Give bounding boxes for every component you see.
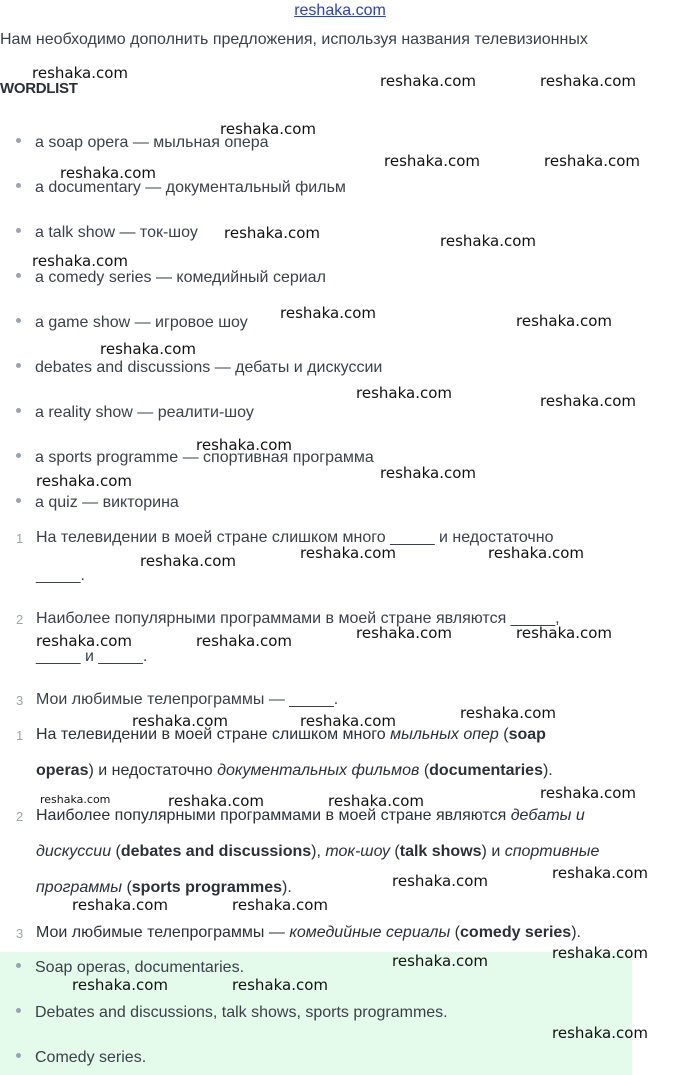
watermark: reshaka.com: [328, 792, 424, 810]
watermark: reshaka.com: [392, 952, 488, 970]
watermark: reshaka.com: [516, 624, 612, 642]
bullet-icon: [16, 1008, 21, 1013]
task-line: _____.: [36, 567, 85, 584]
answer-line: На телевидении в моей стране слишком много мыльных опер (soap: [36, 726, 546, 743]
wordlist-heading: WORDLIST: [0, 80, 78, 97]
watermark: reshaka.com: [32, 252, 128, 270]
task-line: Наиболее популярными программами в моей стране являются _____,: [36, 610, 560, 627]
wordlist-item: a talk show — ток-шоу: [16, 224, 198, 242]
watermark: reshaka.com: [32, 64, 128, 82]
watermark: reshaka.com: [40, 793, 111, 806]
watermark: reshaka.com: [300, 544, 396, 562]
watermark: reshaka.com: [36, 472, 132, 490]
wordlist-item: a game show — игровое шоу: [16, 314, 248, 332]
wordlist-item: a quiz — викторина: [16, 494, 179, 512]
bullet-icon: [16, 318, 21, 323]
bullet-icon: [16, 273, 21, 278]
watermark: reshaka.com: [488, 544, 584, 562]
bullet-icon: [16, 408, 21, 413]
watermark: reshaka.com: [60, 164, 156, 182]
answer-line: Мои любимые телепрограммы — комедийные сериалы (comedy series).: [36, 924, 581, 941]
wordlist-item: a comedy series — комедийный сериал: [16, 269, 326, 287]
answer-line: operas) и недостаточно документальных фильмов (documentaries).: [36, 762, 553, 779]
watermark: reshaka.com: [100, 340, 196, 358]
watermark: reshaka.com: [280, 304, 376, 322]
answer-number: 3: [16, 926, 24, 941]
bullet-icon: [16, 363, 21, 368]
watermark: reshaka.com: [224, 224, 320, 242]
watermark: reshaka.com: [380, 72, 476, 90]
watermark: reshaka.com: [356, 384, 452, 402]
answer-line: Наиболее популярными программами в моей стране являются дебаты и: [36, 807, 585, 824]
bullet-icon: [16, 963, 21, 968]
answer-number: 1: [16, 728, 24, 743]
answer-line: дискуссии (debates and discussions), ток-шоу (talk shows) и спортивные: [36, 843, 600, 860]
wordlist-item: a documentary — документальный фильм: [16, 179, 346, 197]
watermark: reshaka.com: [232, 976, 328, 994]
bullet-icon: [16, 498, 21, 503]
watermark: reshaka.com: [540, 392, 636, 410]
watermark: reshaka.com: [356, 624, 452, 642]
answer-line: программы (sports programmes).: [36, 879, 292, 896]
watermark: reshaka.com: [552, 864, 648, 882]
wordlist-item: a soap opera — мыльная опера: [16, 134, 269, 152]
intro-text: Нам необходимо дополнить предложения, используя названия телевизионных: [0, 31, 588, 48]
watermark: reshaka.com: [196, 632, 292, 650]
task-line: На телевидении в моей стране слишком много _____ и недостаточно: [36, 529, 554, 546]
watermark: reshaka.com: [540, 72, 636, 90]
watermark: reshaka.com: [168, 792, 264, 810]
bullet-icon: [16, 228, 21, 233]
watermark: reshaka.com: [140, 552, 236, 570]
summary-item: Soap operas, documentaries.: [16, 959, 244, 977]
bullet-icon: [16, 453, 21, 458]
watermark: reshaka.com: [460, 704, 556, 722]
wordlist-item: a reality show — реалити-шоу: [16, 404, 254, 422]
watermark: reshaka.com: [552, 1024, 648, 1042]
watermark: reshaka.com: [232, 896, 328, 914]
wordlist-item: debates and discussions — дебаты и дискуссии: [16, 359, 382, 377]
task-line: Мои любимые телепрограммы — _____.: [36, 691, 339, 708]
bullet-icon: [16, 183, 21, 188]
watermark: reshaka.com: [544, 152, 640, 170]
bullet-icon: [16, 1053, 21, 1058]
watermark: reshaka.com: [540, 784, 636, 802]
watermark: reshaka.com: [72, 976, 168, 994]
watermark: reshaka.com: [196, 436, 292, 454]
watermark: reshaka.com: [392, 872, 488, 890]
task-number: 2: [16, 612, 24, 627]
bullet-icon: [16, 138, 21, 143]
watermark: reshaka.com: [384, 152, 480, 170]
watermark: reshaka.com: [132, 712, 228, 730]
watermark: reshaka.com: [36, 632, 132, 650]
watermark: reshaka.com: [552, 944, 648, 962]
watermark: reshaka.com: [300, 712, 396, 730]
task-line: _____ и _____.: [36, 648, 148, 665]
answer-number: 2: [16, 809, 24, 824]
watermark: reshaka.com: [220, 120, 316, 138]
summary-item: Comedy series.: [16, 1049, 146, 1067]
watermark: reshaka.com: [380, 464, 476, 482]
task-number: 3: [16, 693, 24, 708]
watermark: reshaka.com: [72, 896, 168, 914]
wordlist-item: a sports programme — спортивная программа: [16, 449, 374, 467]
task-number: 1: [16, 531, 24, 546]
summary-item: Debates and discussions, talk shows, sports programmes.: [16, 1004, 448, 1022]
watermark: reshaka.com: [440, 232, 536, 250]
site-header-link[interactable]: reshaka.com: [294, 2, 386, 19]
watermark: reshaka.com: [516, 312, 612, 330]
